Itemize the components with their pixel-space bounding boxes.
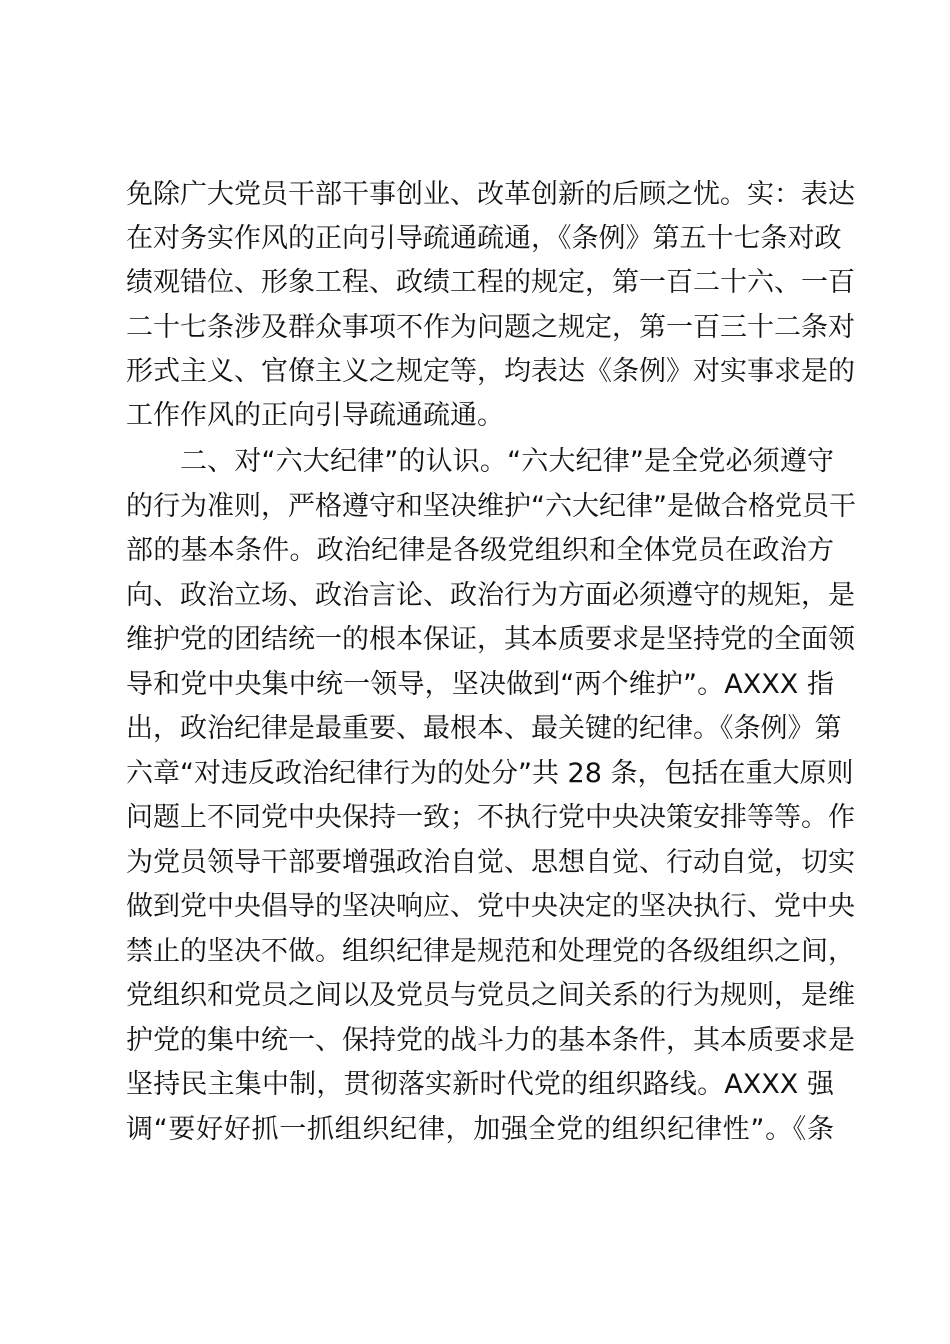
- paragraph-start-line: 二、对“六大纪律”的认识。“六大纪律”是全党必须遵守: [180, 446, 834, 477]
- text-line: 为党员领导干部要增强政治自觉、思想自觉、行动自觉，切实: [126, 847, 855, 878]
- text-line: 绩观错位、形象工程、政绩工程的规定，第一百二十六、一百: [126, 267, 855, 298]
- text-line: 坚持民主集中制，贯彻落实新时代党的组织路线。AXXX 强: [126, 1069, 834, 1100]
- text-line: 做到党中央倡导的坚决响应、党中央决定的坚决执行、党中央: [126, 891, 855, 922]
- text-line: 二十七条涉及群众事项不作为问题之规定，第一百三十二条对: [126, 312, 855, 343]
- text-line: 调“要好好抓一抓组织纪律，加强全党的组织纪律性”。《条: [126, 1114, 834, 1145]
- text-line: 免除广大党员干部干事创业、改革创新的后顾之忧。实：表达: [126, 179, 855, 210]
- text-line: 护党的集中统一、保持党的战斗力的基本条件，其本质要求是: [126, 1025, 855, 1056]
- text-line: 问题上不同党中央保持一致；不执行党中央决策安排等等。作: [126, 802, 855, 833]
- text-line: 部的基本条件。政治纪律是各级党组织和全体党员在政治方: [126, 535, 834, 566]
- text-line: 维护党的团结统一的根本保证，其本质要求是坚持党的全面领: [126, 624, 855, 655]
- text-line: 在对务实作风的正向引导疏通疏通，《条例》第五十七条对政: [126, 223, 842, 254]
- text-line: 出，政治纪律是最重要、最根本、最关键的纪律。《条例》第: [126, 713, 842, 744]
- text-line: 向、政治立场、政治言论、政治行为方面必须遵守的规矩，是: [126, 580, 855, 611]
- text-line: 禁止的坚决不做。组织纪律是规范和处理党的各级组织之间，: [126, 936, 855, 967]
- text-line: 的行为准则，严格遵守和坚决维护“六大纪律”是做合格党员干: [126, 491, 856, 522]
- text-line: 六章“对违反政治纪律行为的处分”共 28 条，包括在重大原则: [126, 758, 854, 789]
- text-line: 导和党中央集中统一领导，坚决做到“两个维护”。AXXX 指: [126, 669, 834, 700]
- text-line: 形式主义、官僚主义之规定等，均表达《条例》对实事求是的: [126, 356, 855, 387]
- text-line: 工作作风的正向引导疏通疏通。: [126, 400, 504, 431]
- text-line: 党组织和党员之间以及党员与党员之间关系的行为规则，是维: [126, 980, 855, 1011]
